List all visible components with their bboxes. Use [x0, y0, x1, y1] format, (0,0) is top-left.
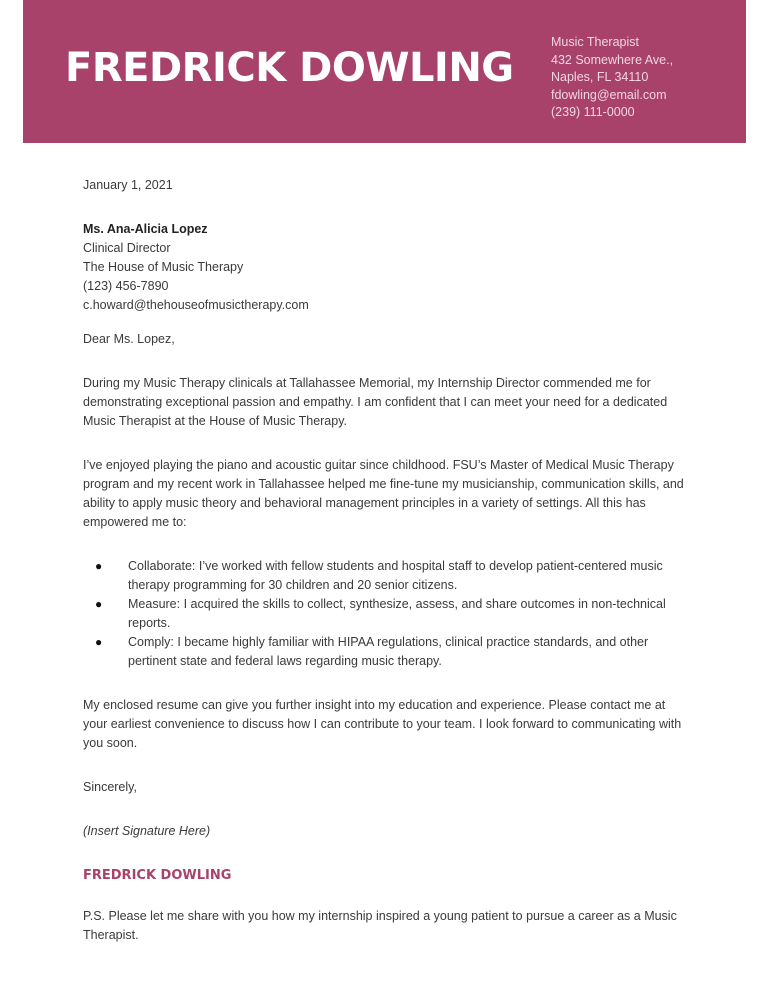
bullet-icon: ●	[95, 635, 103, 649]
letter-date: January 1, 2021	[83, 178, 173, 192]
paragraph-1: During my Music Therapy clinicals at Tallahassee Memorial, my Internship Director commended me for demonstrating exceptional passion and empathy. I am confident that I can meet your need for a dedicated Music Therapist at the House of Music Therapy.	[83, 376, 668, 428]
list-item	[83, 557, 688, 595]
closing: Sincerely,	[83, 780, 137, 794]
bullet-icon: ●	[95, 559, 103, 573]
header-banner	[23, 0, 746, 143]
address-line-1: 432 Somewhere Ave.,	[551, 52, 674, 67]
recipient-phone: (123) 456-7890	[83, 279, 169, 293]
list-item	[83, 595, 688, 633]
signature-placeholder: (Insert Signature Here)	[83, 824, 211, 838]
paragraph-3: My enclosed resume can give you further insight into my education and experience. Please contact me at your earliest convenience to discuss how I can contribute to your team. I look forward to communicating with you soon.	[83, 698, 682, 750]
recipient-name: Ms. Ana-Alicia Lopez	[83, 222, 208, 236]
list-item-text: Measure: I acquired the skills to collect, synthesize, assess, and share outcomes in non-technical reports.	[128, 597, 666, 630]
letter-body	[83, 176, 688, 945]
recipient-company: The House of Music Therapy	[83, 260, 244, 274]
list-item-text: Collaborate: I’ve worked with fellow students and hospital staff to develop patient-centered music therapy programming for 30 children and 20 senior citizens.	[128, 559, 663, 592]
list-item	[83, 633, 688, 671]
job-title: Music Therapist	[551, 35, 639, 49]
paragraph-2: I’ve enjoyed playing the piano and acoustic guitar since childhood. FSU’s Master of Medical Music Therapy program and my recent work in Tallahassee helped me fine-tune my musicianship, communication skills, and ability to apply music theory and behavioral management principles in a variety of settings. All this has empowered me to:	[83, 458, 684, 529]
recipient-block	[83, 220, 688, 315]
applicant-name: FREDRICK DOWLING	[65, 45, 514, 91]
contact-email: fdowling@email.com	[551, 87, 667, 102]
list-item-text: Comply: I became highly familiar with HIPAA regulations, clinical practice standards, and other pertinent state and federal laws regarding music therapy.	[128, 635, 649, 668]
recipient-email: c.howard@thehouseofmusictherapy.com	[83, 298, 309, 312]
contact-phone: (239) 111-0000	[551, 105, 635, 119]
address-line-2: Naples, FL 34110	[551, 70, 649, 84]
accomplishment-list	[83, 557, 688, 671]
signature-name: FREDRICK DOWLING	[83, 868, 232, 883]
postscript: P.S. Please let me share with you how my internship inspired a young patient to pursue a career as a Music Therapist.	[83, 909, 677, 942]
bullet-icon: ●	[95, 597, 103, 611]
contact-block	[551, 34, 673, 122]
recipient-title: Clinical Director	[83, 241, 171, 255]
greeting: Dear Ms. Lopez,	[83, 332, 175, 346]
